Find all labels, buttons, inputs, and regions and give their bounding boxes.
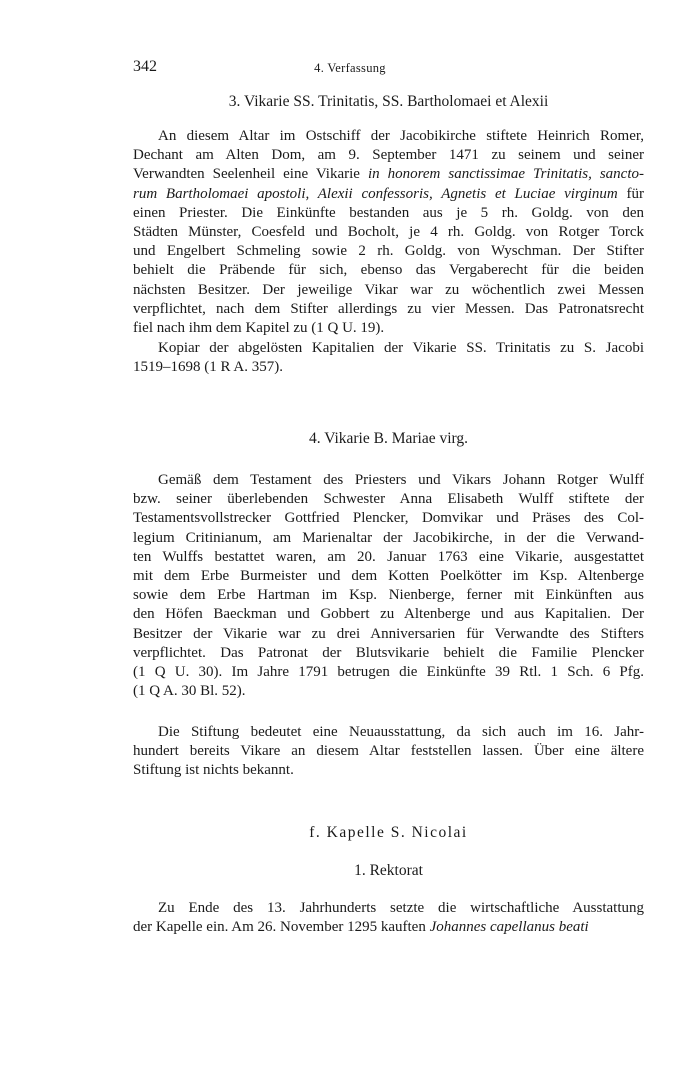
text-segment: verpflichtet. Das Patronat der Blutsvikarie behielt die Familie Plencker	[133, 644, 644, 661]
text-line	[133, 281, 644, 300]
text-line	[133, 490, 644, 509]
italic-text: rum Bartholomaei apostoli, Alexii confessoris, Agnetis et Luciae virginum	[133, 185, 618, 202]
text-segment: Verwandten Seelenheil eine Vikarie	[133, 166, 368, 183]
text-line	[133, 663, 644, 682]
section-heading-vikarie-trinitatis: 3. Vikarie SS. Trinitatis, SS. Bartholomaei et Alexii	[228, 93, 549, 110]
text-segment: Testamentsvollstrecker Gottfried Plencker, Domvikar und Präses des Col-	[133, 510, 644, 527]
text-segment: behielt die Präbende für sich, ebenso das Vergaberecht für die beiden	[133, 262, 644, 279]
text-line	[133, 529, 644, 548]
page-number: 342	[133, 58, 157, 75]
subsection-heading-rektorat: 1. Rektorat	[354, 862, 423, 879]
text-segment: für	[617, 185, 644, 202]
text-segment: Städten Münster, Coesfeld und Bocholt, je 4 rh. Goldg. von Rotger Torck	[133, 224, 644, 241]
text-segment: hundert bereits Vikare an diesem Altar feststellen lassen. Über eine ältere	[133, 743, 644, 760]
italic-text: Johannes capellanus beati	[429, 919, 589, 936]
section-heading-vikarie-mariae: 4. Vikarie B. Mariae virg.	[308, 430, 469, 447]
text-line	[133, 586, 644, 605]
text-segment: Zu Ende des 13. Jahrhunderts setzte die wirtschaftliche Ausstattung	[158, 900, 644, 916]
text-line	[133, 204, 644, 223]
text-line	[133, 127, 644, 146]
text-line	[133, 339, 644, 358]
section-heading-kapelle-nicolai: f. Kapelle S. Nicolai	[309, 824, 468, 841]
text-segment: Stiftung ist nichts bekannt.	[133, 762, 294, 779]
text-line	[133, 319, 644, 338]
text-line	[133, 605, 644, 624]
text-segment: sowie dem Erbe Hartman im Ksp. Nienberge, ferner mit Einkünften aus	[133, 587, 644, 604]
text-segment: und Engelbert Schmeling sowie 2 rh. Goldg. von Wyschman. Der Stifter	[133, 243, 644, 260]
text-line	[133, 723, 644, 742]
text-line	[133, 242, 644, 261]
text-segment: mit dem Erbe Burmeister und dem Kotten Poelkötter im Ksp. Altenberge	[133, 568, 644, 585]
text-segment: verpflichtet, nach dem Stifter allerdings zu vier Messen. Das Patronatsrecht	[133, 300, 644, 317]
text-line	[133, 165, 644, 184]
text-segment: fiel nach ihm dem Kapitel zu (1 Q U. 19).	[133, 320, 385, 337]
text-segment: den Höfen Baeckman und Gobbert zu Altenberge und aus Kapitalien. Der	[133, 606, 644, 623]
text-segment: (1 Q U. 30). Im Jahre 1791 betrugen die Einkünfte 39 Rtl. 1 Sch. 6 Pfg.	[133, 664, 644, 681]
text-line	[133, 899, 644, 918]
paragraph	[133, 899, 644, 937]
text-line	[133, 146, 644, 165]
paragraph	[133, 339, 644, 377]
text-line	[133, 223, 644, 242]
text-line	[133, 358, 644, 377]
paragraph	[133, 127, 644, 338]
text-segment: Dechant am Alten Dom, am 9. September 1471 zu seinem und seiner	[133, 147, 644, 164]
text-segment: Die Stiftung bedeutet eine Neuausstattung, da sich auch im 16. Jahr-	[158, 724, 644, 740]
text-line	[133, 300, 644, 319]
text-line	[133, 185, 644, 204]
running-title: 4. Verfassung	[314, 61, 386, 75]
text-line	[133, 682, 644, 701]
text-line	[133, 509, 644, 528]
text-segment: ten Wulffs bestattet waren, am 20. Januar 1763 eine Vikarie, ausgestattet	[133, 548, 644, 565]
italic-text: in honorem sanctissimae Trinitatis, sancto-	[367, 166, 644, 183]
text-segment: der Kapelle ein. Am 26. November 1295 kauften	[133, 919, 430, 936]
text-line	[133, 261, 644, 280]
text-segment: nächsten Besitzer. Der jeweilige Vikar war zu wöchentlich zwei Messen	[133, 281, 644, 298]
text-segment: legium Critinianum, am Marienaltar der Jacobikirche, in der die Verwand-	[133, 529, 644, 546]
text-line	[133, 761, 644, 780]
text-segment: Besitzer der Vikarie war zu drei Anniversarien für Verwandte des Stifters	[133, 625, 644, 642]
text-line	[133, 625, 644, 644]
text-line	[133, 548, 644, 567]
text-segment: 1519–1698 (1 R A. 357).	[133, 359, 283, 376]
text-segment: (1 Q A. 30 Bl. 52).	[133, 683, 246, 700]
paragraph	[133, 471, 644, 701]
text-segment: bzw. seiner überlebenden Schwester Anna Elisabeth Wulff stiftete der	[133, 491, 644, 508]
text-segment: Gemäß dem Testament des Priesters und Vikars Johann Rotger Wulff	[158, 472, 644, 488]
text-line	[133, 742, 644, 761]
paragraph	[133, 723, 644, 781]
text-line	[133, 471, 644, 490]
text-line	[133, 567, 644, 586]
text-line	[133, 918, 644, 937]
text-segment: Kopiar der abgelösten Kapitalien der Vikarie SS. Trinitatis zu S. Jacobi	[158, 340, 644, 356]
text-line	[133, 644, 644, 663]
text-segment: An diesem Altar im Ostschiff der Jacobikirche stiftete Heinrich Romer,	[158, 128, 644, 144]
text-segment: einen Priester. Die Einkünfte bestanden aus je 5 rh. Goldg. von den	[133, 204, 644, 221]
